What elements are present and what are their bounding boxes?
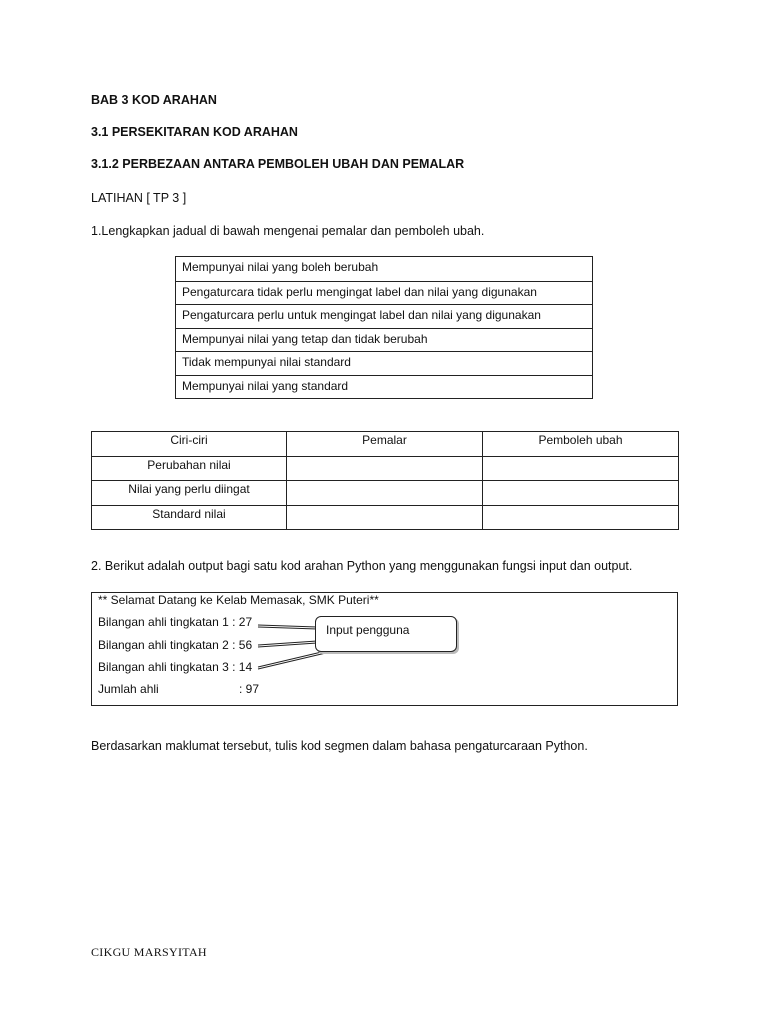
output-total-value: : 97	[239, 682, 260, 696]
output-line-form2: Bilangan ahli tingkatan 2 : 56	[98, 638, 253, 652]
answer-cell[interactable]	[483, 481, 679, 506]
instruction-text: Berdasarkan maklumat tersebut, tulis kod segmen dalam bahasa pengaturcaraan Python.	[91, 739, 588, 753]
answer-cell[interactable]	[287, 456, 483, 481]
output-line-form3: Bilangan ahli tingkatan 3 : 14	[98, 660, 253, 674]
header-pemboleh-ubah: Pemboleh ubah	[483, 432, 679, 457]
row-label: Standard nilai	[92, 505, 287, 530]
comparison-table	[91, 431, 679, 530]
option-item: Tidak mempunyai nilai standard	[176, 351, 592, 375]
row-label: Perubahan nilai	[92, 456, 287, 481]
output-line-form1: Bilangan ahli tingkatan 1 : 27	[98, 615, 253, 629]
option-item: Pengaturcara perlu untuk mengingat label dan nilai yang digunakan	[176, 304, 592, 328]
option-item: Mempunyai nilai yang boleh berubah	[182, 260, 379, 274]
question-1: 1.Lengkapkan jadual di bawah mengenai pemalar dan pemboleh ubah.	[91, 224, 485, 238]
section-title: 3.1 PERSEKITARAN KOD ARAHAN	[91, 125, 298, 139]
exercise-label: LATIHAN [ TP 3 ]	[91, 191, 187, 205]
options-box	[175, 256, 593, 399]
output-total-label: Jumlah ahli	[98, 682, 159, 696]
header-ciri-ciri: Ciri-ciri	[92, 432, 287, 457]
answer-cell[interactable]	[483, 456, 679, 481]
header-pemalar: Pemalar	[287, 432, 483, 457]
row-label: Nilai yang perlu diingat	[92, 481, 287, 506]
answer-cell[interactable]	[483, 505, 679, 530]
option-item: Mempunyai nilai yang tetap dan tidak berubah	[176, 328, 592, 352]
answer-cell[interactable]	[287, 481, 483, 506]
option-item: Pengaturcara tidak perlu mengingat label dan nilai yang digunakan	[176, 281, 592, 305]
subsection-title: 3.1.2 PERBEZAAN ANTARA PEMBOLEH UBAH DAN PEMALAR	[91, 157, 465, 171]
footer-author: CIKGU MARSYITAH	[91, 945, 207, 959]
table-row	[92, 505, 679, 530]
table-row	[92, 481, 679, 506]
question-2: 2. Berikut adalah output bagi satu kod arahan Python yang menggunakan fungsi input dan output.	[91, 559, 633, 573]
table-row	[92, 456, 679, 481]
table-header-row	[92, 432, 679, 457]
chapter-title: BAB 3 KOD ARAHAN	[91, 93, 217, 107]
input-callout: Input pengguna	[315, 616, 457, 652]
answer-cell[interactable]	[287, 505, 483, 530]
option-item: Mempunyai nilai yang standard	[176, 375, 592, 399]
output-line-welcome: ** Selamat Datang ke Kelab Memasak, SMK Puteri**	[98, 593, 379, 607]
